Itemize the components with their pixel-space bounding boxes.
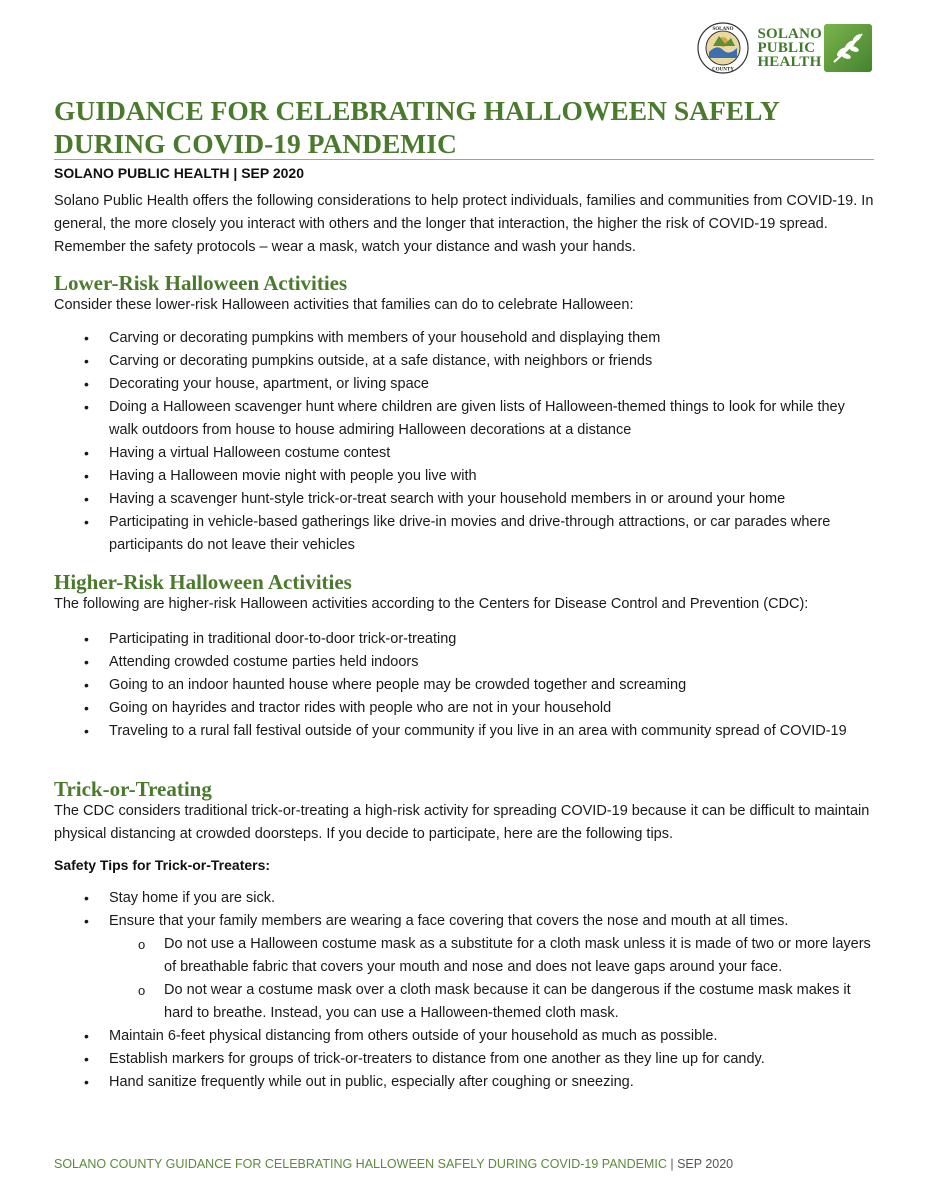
bullet-icon: • [84, 631, 89, 647]
bullet-icon: • [84, 445, 89, 461]
bullet-icon: • [84, 330, 89, 346]
bullet-icon: • [84, 1074, 89, 1090]
list-item: • Decorating your house, apartment, or living space [54, 373, 874, 396]
list-item: • Hand sanitize frequently while out in public, especially after coughing or sneezing. [54, 1071, 874, 1094]
bullet-icon: • [84, 491, 89, 507]
bullet-icon: • [84, 700, 89, 716]
list-item: • Having a virtual Halloween costume contest [54, 442, 874, 465]
list-item: • Stay home if you are sick. [54, 887, 874, 910]
section-heading-lower-risk: Lower-Risk Halloween Activities [54, 271, 348, 295]
bullet-icon: • [84, 399, 89, 415]
bullet-icon: • [84, 376, 89, 392]
intro-paragraph: Solano Public Health offers the following considerations to help protect individuals, families and communities from COVID-19. In general, the more closely you interact with others and the longer that interaction, the higher the risk of COVID-19 spread. Remember the safety protocols – wear a mask, watch your distance and wash your hands. [54, 193, 874, 255]
document-subtitle: SOLANO PUBLIC HEALTH | SEP 2020 [54, 165, 305, 181]
trick-or-treating-lead: The CDC considers traditional trick-or-treating a high-risk activity for spreading COVID-19 because it can be difficult to maintain physical distancing at crowded doorsteps. If you decide to participate, here are the following tips. [54, 803, 870, 842]
list-item: • Having a scavenger hunt-style trick-or-treat search with your household members in or around your home [54, 488, 874, 511]
higher-risk-list [54, 628, 874, 743]
county-seal-icon [697, 22, 749, 74]
bullet-icon: • [84, 468, 89, 484]
safety-tips-list [54, 887, 874, 1094]
circle-bullet-icon: o [138, 983, 146, 998]
footer-date: SEP 2020 [677, 1157, 734, 1171]
lower-risk-list [54, 327, 874, 557]
seal-bottom-text: COUNTY [712, 67, 735, 73]
bullet-icon: • [84, 654, 89, 670]
section-heading-trick-or-treating: Trick-or-Treating [54, 777, 212, 801]
header-logos [697, 22, 872, 74]
list-item: • Traveling to a rural fall festival outside of your community if you live in an area with community spread of COVID-19 [54, 720, 874, 743]
safety-tips-label: Safety Tips for Trick-or-Treaters: [54, 857, 271, 873]
list-item: • Doing a Halloween scavenger hunt where children are given lists of Halloween-themed things to look for while they walk outdoors from house to house admiring Halloween decorations at a distance [54, 396, 874, 442]
bullet-icon: • [84, 514, 89, 530]
list-item: • Ensure that your family members are wearing a face covering that covers the nose and mouth at all times. o Do not use a Halloween costume mask as a substitute for a cloth mask unless it is made of two or more layers of breathable fabric that covers your mouth and nose and does not leave gaps around your face. o Do not wear a costume mask over a cloth mask because it can be dangerous if the costume mask makes it hard to breathe. Instead, you can use a Halloween-themed cloth mask. [54, 910, 874, 1025]
page-footer [54, 1157, 733, 1171]
list-item: • Maintain 6-feet physical distancing from others outside of your household as much as possible. [54, 1025, 874, 1048]
section-heading-higher-risk: Higher-Risk Halloween Activities [54, 570, 352, 594]
lower-risk-lead: Consider these lower-risk Halloween activities that families can do to celebrate Halloween: [54, 297, 634, 313]
list-item: • Having a Halloween movie night with people you live with [54, 465, 874, 488]
bullet-icon: • [84, 1028, 89, 1044]
leaf-emblem-icon [824, 24, 872, 72]
public-health-logo [757, 24, 872, 72]
page-title [54, 94, 874, 160]
bullet-icon: • [84, 913, 89, 929]
list-item: • Carving or decorating pumpkins outside, at a safe distance, with neighbors or friends [54, 350, 874, 373]
bullet-icon: • [84, 723, 89, 739]
bullet-icon: • [84, 353, 89, 369]
title-line-2: DURING COVID-19 PANDEMIC [54, 128, 457, 159]
list-item: • Participating in traditional door-to-door trick-or-treating [54, 628, 874, 651]
list-item: • Going on hayrides and tractor rides with people who are not in your household [54, 697, 874, 720]
list-item: • Participating in vehicle-based gatherings like drive-in movies and drive-through attractions, or car parades where participants do not leave their vehicles [54, 511, 874, 557]
sub-list-item: o Do not use a Halloween costume mask as a substitute for a cloth mask unless it is made of two or more layers of breathable fabric that covers your mouth and nose and does not leave gaps around your face. [109, 933, 874, 979]
brand-line-3: HEALTH [757, 54, 822, 70]
footer-separator: | [670, 1157, 674, 1171]
brand-wordmark [757, 27, 822, 69]
seal-top-text: SOLANO [712, 27, 734, 32]
title-line-1: GUIDANCE FOR CELEBRATING HALLOWEEN SAFELY [54, 95, 780, 126]
brand-line-1: SOLANO [757, 26, 822, 42]
bullet-icon: • [84, 677, 89, 693]
title-divider [54, 159, 874, 160]
list-item: • Attending crowded costume parties held indoors [54, 651, 874, 674]
mask-sublist [109, 933, 874, 1025]
brand-line-2: PUBLIC [757, 40, 816, 56]
list-item: • Carving or decorating pumpkins with members of your household and displaying them [54, 327, 874, 350]
higher-risk-lead: The following are higher-risk Halloween activities according to the Centers for Disease Control and Prevention (CDC): [54, 596, 809, 612]
sub-list-item: o Do not wear a costume mask over a cloth mask because it can be dangerous if the costume mask makes it hard to breathe. Instead, you can use a Halloween-themed cloth mask. [109, 979, 874, 1025]
bullet-icon: • [84, 890, 89, 906]
list-item: • Going to an indoor haunted house where people may be crowded together and screaming [54, 674, 874, 697]
circle-bullet-icon: o [138, 937, 146, 952]
bullet-icon: • [84, 1051, 89, 1067]
list-item: • Establish markers for groups of trick-or-treaters to distance from one another as they line up for candy. [54, 1048, 874, 1071]
footer-text: SOLANO COUNTY GUIDANCE FOR CELEBRATING HALLOWEEN SAFELY DURING COVID-19 PANDEMIC [54, 1157, 667, 1171]
